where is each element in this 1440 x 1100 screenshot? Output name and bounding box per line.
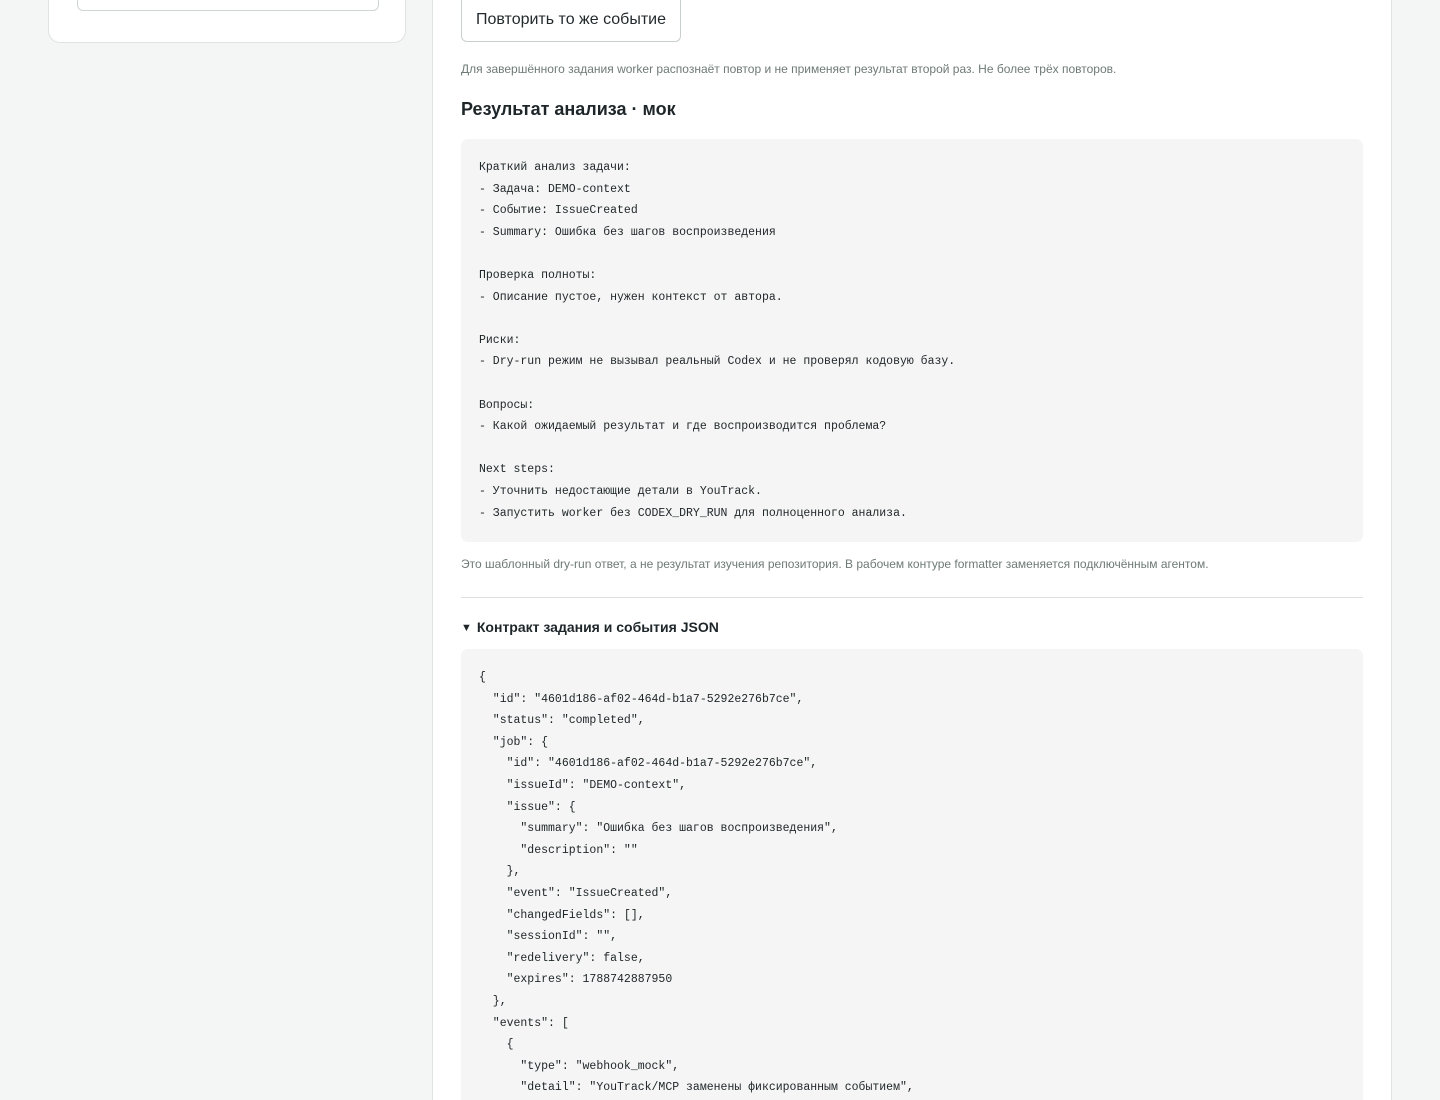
contract-details-toggle[interactable] [461,619,719,635]
triangle-down-icon: ▼ [461,622,472,634]
dry-run-note: Это шаблонный dry-run ответ, а не результат изучения репозитория. В рабочем контуре formatter заменяется подключённым агентом. [461,557,1209,571]
analysis-result-title: Результат анализа · мок [461,99,676,119]
analysis-result-text: Краткий анализ задачи: - Задача: DEMO-context - Событие: IssueCreated - Summary: Ошибка без шагов воспроизведения Проверка полноты: - Описание пустое, нужен контекст от автора. Риски: - Dry-run режим не вызывал реальный Codex и не проверял кодовую базу. Вопросы: - Какой ожидаемый результат и где воспроизводится проблема? Next steps: - Уточнить недостающие детали в YouTrack. - Запустить worker без CODEX_DRY_RUN для полноценного анализа. [461,139,1363,542]
retry-hint: Для завершённого задания worker распознаёт повтор и не применяет результат второй раз. Не более трёх повторов. [461,62,1117,76]
main-panel [432,0,1392,1100]
retry-same-event-button[interactable]: Повторить то же событие [461,0,681,42]
section-divider [461,597,1363,598]
sidebar-card [48,0,406,43]
sidebar-input-field[interactable] [77,0,379,11]
contract-details-label: Контракт задания и события JSON [476,619,719,635]
contract-json-block: { "id": "4601d186-af02-464d-b1a7-5292e276b7ce", "status": "completed", "job": { "id": "4601d186-af02-464d-b1a7-5292e276b7ce", "issueId": "DEMO-context", "issue": { "summary": "Ошибка без шагов воспроизведения", "description": "" }, "event": "IssueCreated", "changedFields": [], "sessionId": "", "redelivery": false, "expires": 1788742887950 }, "events": [ { "type": "webhook_mock", "detail": "YouTrack/MCP заменены фиксированным событием", [461,649,1363,1100]
